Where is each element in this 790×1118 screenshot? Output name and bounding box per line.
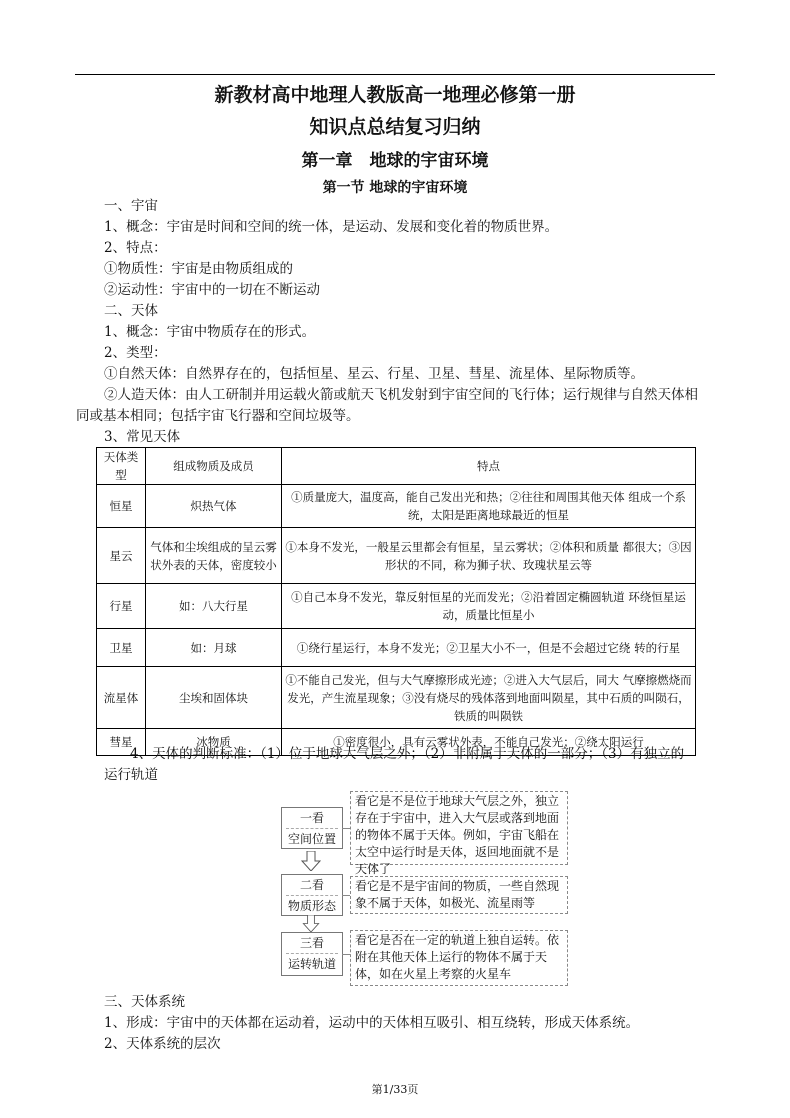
step-title: 二看 [299,878,324,892]
table-cell: ①自己本身不发光，靠反射恒星的光而发光；②沿着固定椭圆轨道 环绕恒星运动，质量比恒星小 [282,584,696,629]
step-description: 看它是不是宇宙间的物质，一些自然现象不属于天体，如极光、流星雨等 [350,876,568,914]
table-cell: ①密度很小，具有云雾状外表，不能自己发光；②绕太阳运行 [282,729,696,756]
body-line: ①物质性：宇宙是由物质组成的 [104,261,293,277]
celestial-bodies-table [96,447,696,756]
body-line: 运行轨道 [104,767,158,783]
body-line: 1、概念：宇宙中物质存在的形式。 [104,324,316,340]
table-cell: ①质量庞大，温度高，能自己发出光和热；②往往和周围其他天体 组成一个系统，太阳是距离地球最近的恒星 [282,485,696,528]
body-line: 2、特点： [104,240,167,256]
page-number: 第1/33页 [371,1083,419,1096]
table-header-row [97,448,696,485]
table-cell: 星云 [97,528,146,584]
body-line: 二、天体 [104,303,158,319]
table-row [97,667,696,729]
step-title: 一看 [299,811,324,825]
down-arrow-icon [301,851,321,871]
table-cell: 气体和尘埃组成的呈云雾状外表的天体，密度较小 [146,528,282,584]
section-heading: 第一节 地球的宇宙环境 [322,180,468,196]
step-title: 三看 [299,936,324,950]
body-line: 一、宇宙 [104,198,158,214]
table-cell: 流星体 [97,667,146,729]
table-cell: 如：月球 [146,629,282,667]
table-cell: 炽热气体 [146,485,282,528]
table-row [97,485,696,528]
table-cell: ①绕行星运行，本身不发光；②卫星大小不一，但是不会超过它绕 转的行星 [282,629,696,667]
step-subtitle: 物质形态 [287,899,336,913]
body-line: 1、概念：宇宙是时间和空间的统一体，是运动、发展和变化着的物质世界。 [104,219,559,235]
table-cell: 恒星 [97,485,146,528]
table-cell: 行星 [97,584,146,629]
connector [342,828,350,829]
step-subtitle: 运转轨道 [287,957,336,971]
table-cell: ①不能自己发光，但与大气摩擦形成光迹；②进入大气层后，同大 气摩擦燃烧而发光，产生流星现象；③没有烧尽的残体落到地面叫陨星，其中石质的叫陨石，铁质的叫陨铁 [282,667,696,729]
body-line: ①自然天体：自然界存在的，包括恒星、星云、行星、卫星、彗星、流星体、星际物质等。 [104,366,644,382]
step-box [281,932,343,976]
header-cell: 天体类型 [97,448,146,485]
table-row [97,528,696,584]
connector [342,895,350,896]
table-cell: ①本身不发光，一般星云里都会有恒星，呈云雾状；②体积和质量 都很大；③因形状的不同，称为狮子状、玫瑰状星云等 [282,528,696,584]
body-line: 同或基本相同；包括宇宙飞行器和空间垃圾等。 [76,408,360,424]
step-description: 看它是否在一定的轨道上独自运转。依附在其他天体上运行的物体不属于天体，如在火星上考察的火星车 [350,930,568,986]
table-cell: 卫星 [97,629,146,667]
step-subtitle: 空间位置 [287,832,336,846]
table-row [97,584,696,629]
body-line: 4、天体的判断标准：（1）位于地球大气层之外；（2）非附属于天体的一部分；（3）有独立的 [130,746,685,762]
down-arrow-icon [301,915,321,932]
body-line: ②人造天体：由人工研制并用运载火箭或航天飞机发射到宇宙空间的飞行体；运行规律与自然天体相 [104,387,698,403]
step-description: 看它是不是位于地球大气层之外，独立存在于宇宙中，进入大气层或落到地面的物体不属于天体。例如，宇宙飞船在太空中运行时是天体，返回地面就不是天体了 [350,791,568,865]
chapter-heading: 第一章 地球的宇宙环境 [301,151,489,171]
header-rule [75,74,715,75]
connector [342,954,350,955]
body-line: ②运动性：宇宙中的一切在不断运动 [104,282,320,298]
body-line: 3、常见天体 [104,429,181,445]
table-cell: 彗星 [97,729,146,756]
step-box [281,807,343,849]
header-cell: 特点 [282,448,696,485]
body-line: 1、形成：宇宙中的天体都在运动着，运动中的天体相互吸引、相互绕转，形成天体系统。 [104,1015,640,1031]
table-cell: 尘埃和固体块 [146,667,282,729]
table-cell: 如：八大行星 [146,584,282,629]
doc-title: 新教材高中地理人教版高一地理必修第一册 [214,84,576,106]
table-row [97,629,696,667]
step-box [281,874,343,916]
body-line: 2、天体系统的层次 [104,1036,221,1052]
body-line: 2、类型： [104,345,167,361]
header-cell: 组成物质及成员 [146,448,282,485]
doc-subtitle: 知识点总结复习归纳 [309,116,481,138]
body-line: 三、天体系统 [104,994,185,1010]
table-cell: 冰物质 [146,729,282,756]
